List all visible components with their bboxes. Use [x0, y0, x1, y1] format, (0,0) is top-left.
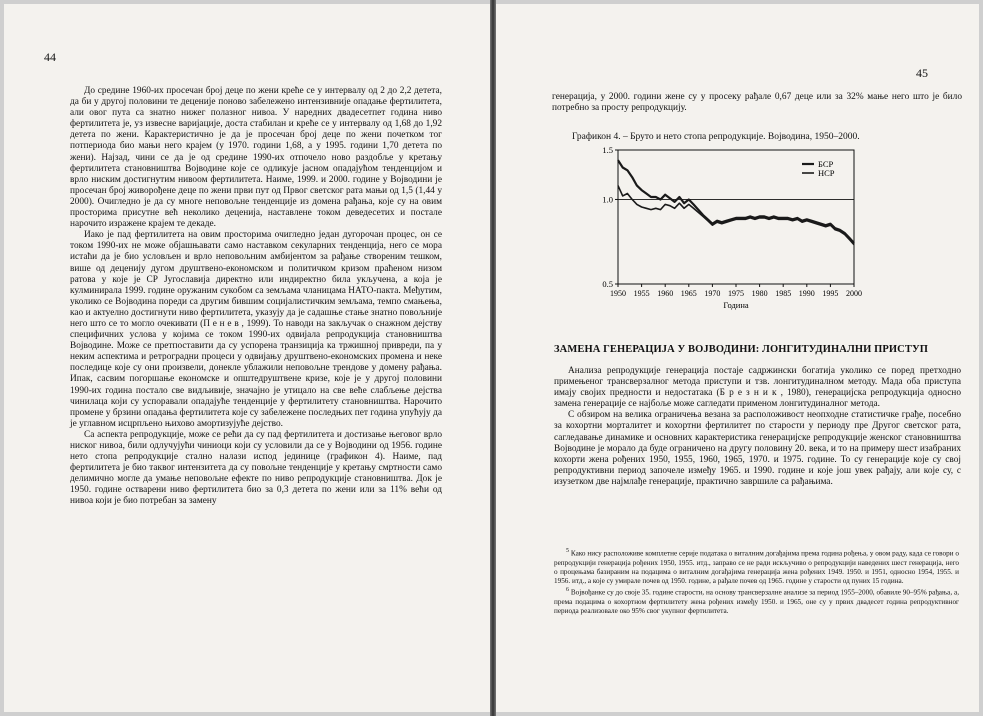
paragraph: До средине 1960-их просечан број деце по жени креће се у интервалу од 2 до 2,2 детета, да би у другој половини те деценије поново забележено интензивније опадање фертилитета, али овог пута са знатно нижег полазног нивоа. У наредних двадесетпет година ниво фертилитета је, уз извесне варијације, доста стабилан и креће се у интервалу од 1,68 до 1,92 детета по жени. Карактеристично је да је просечан број деце по жени почетком тог потпериода био мањи него крајем (у 1970. години 1,68, а у 1995. години 1,70 детета по жени). Најзад, чини се да је од средине 1990-их отпочело ново раздобље у кретању фертилитета становништва Војводине које се одликује јасном опадајућом тенденцијом и врло ниским достигнутим нивоом фертилитета. Наиме, 1999. и 2000. године у Војводини је просечан број живорођене деце по жени први пут од Првог светског рата мањи од 1,5 (1,44 у 2000). Очигледно је да су многе неповољне тенденције из домена рађања, које су на овим просторима присутне већ неколико деценија, наставлене током деведесетих и постале нарочито изражене крајем те декаде.: [70, 86, 442, 230]
top-paragraph: [552, 92, 962, 114]
paragraph: Са аспекта репродукције, може се рећи да су пад фертилитета и достизање његовог врло ниског нивоа, били одлучујући чиниоци који су условили да се у Војводини од 1956. године нето стопа репродукције стално налази испод јединице (графикон 4). Наиме, пад фертилитета је био таквог интензитета да су повољне тенденције у кретању смртности само делимично могле да умање неповољне ефекте по ниво репродукције становништва. Док је 1950. године остварени ниво фертилитета био за 0,3 детета по жени или за 11% већи од нивоа који је био потребан за замену: [70, 429, 442, 507]
right-page: [496, 4, 979, 712]
footnote-text: Како нису расположиве комплетне серије података о виталним догађајима према година рођења, у овом раду, када се говори о репродукцији генерација рођених 1950, 1955. итд., заправо се не ради искључиво о репродукцији наведених шест генерација, него о процењама базираним на подацима о виталним догађајима генерација жена рођених 1949. 1950. и 1951, односно 1954, 1955. и 1956. итд., а које су умирале почев од 1950. године, а рађале почев од 1965. године у старости од пуних 15 година.: [554, 549, 959, 585]
x-tick-label: 2000: [846, 289, 862, 298]
footnote: [554, 586, 959, 616]
x-tick-label: 1960: [657, 289, 674, 298]
paragraph: Анализа репродукције генерација постаје садржински богатија уколико се поред претходно примењеног трансверзалног метода приступи и тзв. лонгитудиналном методу. Мада оба приступа имају својих предности и недостатака (Б р е з н и к , 1980), генерацијска репродукција односно замена генерације се најбоље може сагледати применом лонгитудиналног метода.: [554, 366, 961, 410]
page-number: 45: [916, 66, 928, 80]
paragraph: генерација, у 2000. години жене су у просеку рађале 0,67 деце или за 32% мање него што је било потребно за просту репродукцију.: [552, 92, 962, 114]
footnotes: [554, 547, 959, 616]
reproduction-rate-chart: [586, 142, 886, 324]
series-line-nsr: [618, 186, 854, 245]
footnote-number: 5: [566, 548, 569, 554]
x-tick-label: 1975: [728, 289, 744, 298]
y-tick-label: 0.5: [602, 279, 613, 289]
x-tick-label: 1950: [610, 289, 626, 298]
legend-label: БСР: [818, 159, 834, 169]
x-tick-label: 1985: [775, 289, 792, 298]
x-axis-label: Година: [723, 300, 749, 310]
x-tick-label: 1970: [704, 289, 721, 298]
left-page: [4, 4, 490, 712]
footnote-number: 6: [566, 587, 569, 594]
y-tick-label: 1.5: [602, 145, 613, 155]
paragraph-text: С обзиром на велика ограничења везана за расположивост неопходне статистичке грађе, посебно за кохортни морталитет и кохортни фертилитет по старости у периоду пре Другог светског рата, сагледавање динамике и основних карактеристика генерацијске репродукције женског становништва Војводине је морало да буде ограничено на другу половину 20. века, и то на примеру шест изабраних кохорти жена рођених 1950, 1955, 1960, 1965, 1970. и 1975. године. То су генерације које су свој репродуктивни период започеле између 1965. и 1990. године и које још увек рађају, али које су, с изузетком две најмлађе генерације, практично завршиле са рађањима.: [554, 410, 961, 487]
legend-label: НСР: [818, 168, 835, 178]
footnote-text: Војвођанке су до своје 35. године старости, на основу трансверзалне анализе за период 1955–2000, обавиле 90–95% рађања, а, према подацима о кохортном фертилитету жена рођених између 1950. и 1965, оне су у првих двадесет година репродуктивног периода реализовале око 95% свог укупног фертилитета.: [554, 588, 959, 615]
paragraph: [554, 410, 961, 488]
x-tick-label: 1965: [680, 289, 697, 298]
footnote: [554, 547, 959, 586]
y-tick-label: 1.0: [602, 194, 613, 205]
paragraph: Иако је пад фертилитета на овим просторима очигледно један дугорочан процес, он се током 1990-их не може објашњавати само наставком секуларних тенденција, него се мора истаћи да је био условљен и врло неповољним амбијентом за рађање створеним тешком, више од деценију дугом друштвено-економском и политичком кризом праћеном низом ратова у које је СР Југославија директно или индиректно била укључена, а која је кулминирала 1999. године оружаним сукобом са земљама чланицама НАТО-пакта. Међутим, уколико се Војводина пореди са другим бившим социјалистичким земљама, темпо смањења, као и актуелно достигнути ниво фертилитета, указују да је садашње стање знатно повољније него што се то могло очекивати (П е н е в , 1999). То наводи на закључак о снажном дејству специфичних услова у којима се током 1990-их одвијала репродукција становништва Војводине. Може се претпоставити да су успорена транзиција ка тржишној привреди, па у неким аспектима и ретроградни процеси у одвијању друштвено-економских промена и неке последице које су они произвели, донекле ублажили неповољне трендове у домену рађања. Ипак, сасвим погоршање економске и општедруштвене кризе, које је у другој половини 1990-их година постало све видљивије, значајно је утицало на све веће слабљење дејства чинилаца који су успоравали опадајуће тенденције у фертилитету становништва. Нарочито промене у брзини опадања фертилитета које су забележене последњих пет година упућују да је углавном исцрпљено њихово амортизујуће дејство.: [70, 230, 442, 429]
right-body-text: [554, 366, 961, 488]
x-tick-label: 1955: [633, 289, 650, 298]
page-number: 44: [44, 50, 56, 64]
section-heading: ЗАМЕНА ГЕНЕРАЦИЈА У ВОЈВОДИНИ: ЛОНГИТУДИНАЛНИ ПРИСТУП: [554, 344, 929, 355]
figure-caption: Графикон 4. – Бруто и нето стопа репродукције. Војводина, 1950–2000.: [572, 132, 860, 142]
left-body-text: [70, 86, 442, 508]
x-tick-label: 1980: [751, 289, 768, 298]
x-tick-label: 1995: [822, 289, 839, 298]
x-tick-label: 1990: [798, 289, 815, 298]
